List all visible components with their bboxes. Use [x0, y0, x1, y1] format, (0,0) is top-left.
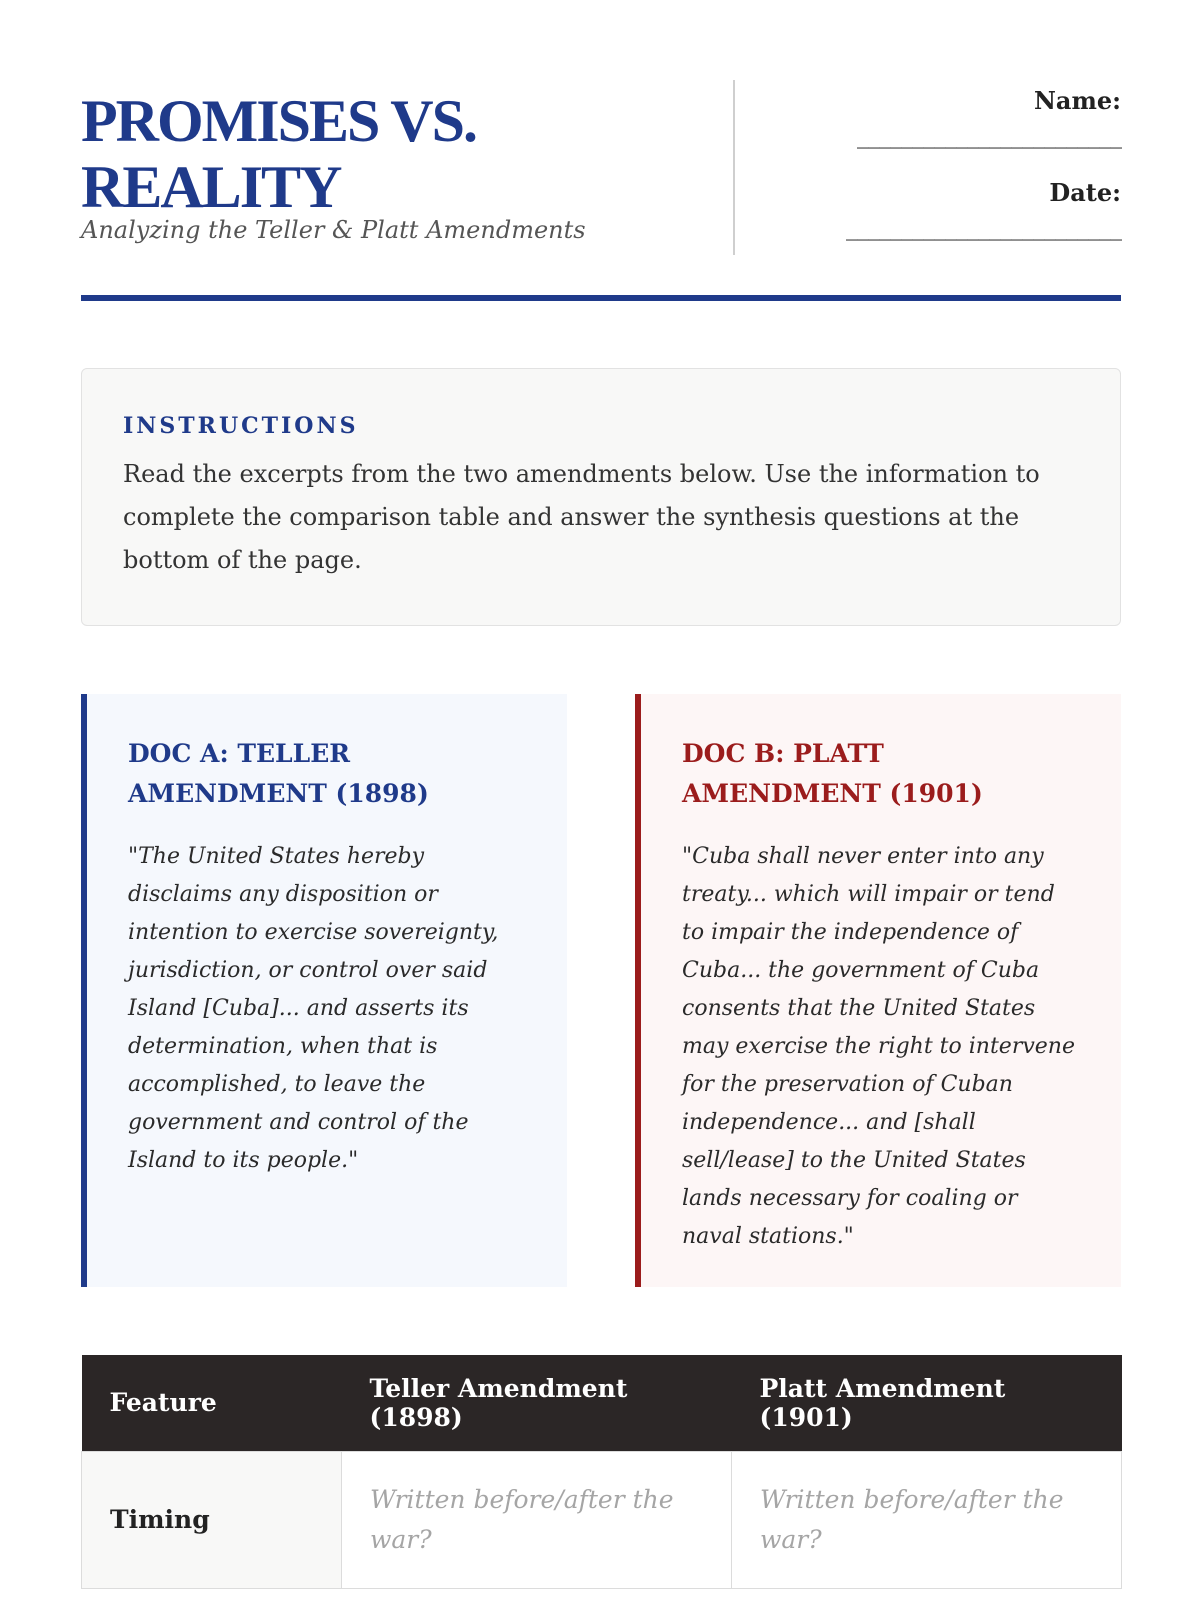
- page-title: PROMISES VS. REALITY: [81, 88, 477, 220]
- instructions-box: [81, 368, 1121, 626]
- doc-b-title: DOC B: PLATT AMENDMENT (1901): [682, 739, 983, 808]
- comparison-table: [81, 1355, 1122, 1589]
- header-divider: [733, 80, 735, 255]
- doc-b-card: [635, 694, 1121, 1287]
- header-platt: Platt Amendment (1901): [732, 1355, 1122, 1451]
- doc-b-quote: "Cuba shall never enter into any treaty... which will impair or tend to impair the independence of Cuba... the government of Cuba consents that the United States may exercise the right to intervene for the preservation of Cuban independence... and [shall sell/lease] to the United States lands necessary for coaling or naval stations.": [682, 844, 1075, 1249]
- date-field: [846, 178, 1121, 241]
- header-teller: Teller Amendment (1898): [342, 1355, 732, 1451]
- table-row: [82, 1451, 1122, 1588]
- date-label: Date:: [1049, 178, 1121, 207]
- doc-a-quote: "The United States hereby disclaims any disposition or intention to exercise sovereignty, jurisdiction, or control over said Island [Cuba]... and asserts its determination, when that is accomplished, to leave the government and control of the Island to its people.": [128, 844, 499, 1173]
- instructions-title: INSTRUCTIONS: [123, 413, 359, 439]
- header-feature: Feature: [82, 1355, 342, 1451]
- platt-timing-answer[interactable]: Written before/after the war?: [732, 1451, 1122, 1588]
- name-field: [857, 86, 1121, 149]
- teller-timing-answer[interactable]: Written before/after the war?: [342, 1451, 732, 1588]
- worksheet-header: [81, 80, 1121, 255]
- doc-a-card: [81, 694, 567, 1287]
- page-subtitle: Analyzing the Teller & Platt Amendments: [81, 216, 586, 244]
- header-rule: [81, 295, 1121, 301]
- date-line[interactable]: _________________________: [846, 213, 1121, 241]
- instructions-body: Read the excerpts from the two amendments below. Use the information to complete the comparison table and answer the synthesis questions at the bottom of the page.: [123, 460, 1040, 574]
- table-header-row: [82, 1355, 1122, 1451]
- name-label: Name:: [1033, 86, 1121, 115]
- name-line[interactable]: ________________________: [857, 121, 1121, 149]
- row-feature-timing: Timing: [82, 1451, 342, 1588]
- doc-a-title: DOC A: TELLER AMENDMENT (1898): [128, 739, 429, 808]
